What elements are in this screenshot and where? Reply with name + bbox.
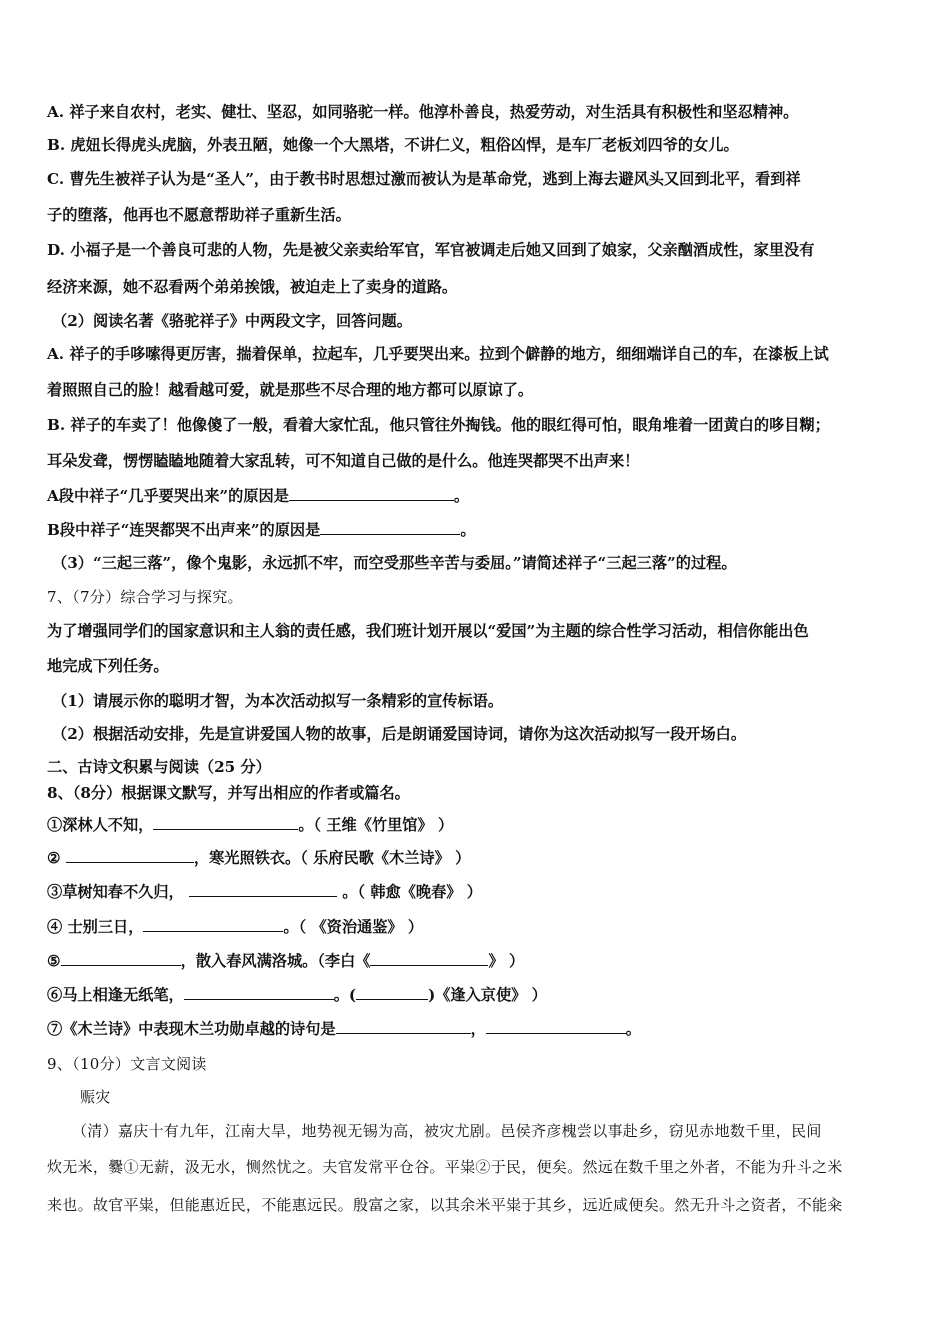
q7-task2: （2）根据活动安排，先是宣讲爱国人物的故事，后是朗诵爱国诗词，请你为这次活动拟写一段开场白。: [52, 725, 747, 743]
q6-part2-b-line1: B. 祥子的车卖了！他像傻了一般，看着大家忙乱，他只管往外掏钱。他的眼红得可怕，眼角堆着一团黄白的哆目糊；: [47, 416, 830, 434]
q8-line7-end: 。: [625, 1020, 641, 1038]
q8-line5: [47, 951, 524, 971]
q6-part2-b-line2: 耳朵发聋，愣愣瞌瞌地随着大家乱转，可不知道自己做的是什么。他连哭都哭不出声来！: [47, 452, 640, 470]
q6-question-b: [47, 520, 476, 540]
q8-line1-source: 。（ 王维《竹里馆》 ）: [298, 816, 454, 834]
answer-blank[interactable]: [153, 815, 298, 830]
q6-question-a-end: 。: [453, 487, 470, 505]
answer-blank[interactable]: [356, 985, 428, 1000]
q6-part2-a-line1: A. 祥子的手哆嗦得更厉害，揣着保单，拉起车，几乎要哭出来。拉到个僻静的地方，细细端详自己的车，在漆板上试: [47, 345, 829, 363]
q8-line4: [47, 917, 423, 937]
q8-title: 8、（8分）根据课文默写，并写出相应的作者或篇名。: [47, 784, 410, 802]
q8-line4-text: ④ 士别三日，: [47, 918, 144, 936]
q6-question-b-text: B段中祥子“连哭都哭不出声来”的原因是: [47, 521, 321, 539]
q8-line3-source: 。（ 韩愈《晚春》 ）: [336, 883, 482, 901]
q6-option-c-line2: 子的堕落，他再也不愿意帮助祥子重新生活。: [47, 206, 351, 224]
answer-blank[interactable]: [143, 917, 283, 932]
q8-line2-text: ②: [47, 849, 66, 867]
q7-intro-line2: 地完成下列任务。: [47, 657, 169, 675]
q8-line1: [47, 815, 453, 835]
q6-part2-intro: （2）阅读名著《骆驼祥子》中两段文字，回答问题。: [52, 312, 412, 330]
section2-heading: 二、古诗文积累与阅读（25 分）: [47, 758, 271, 776]
q7-title: 7、（7分）综合学习与探究。: [47, 588, 243, 606]
q9-passage-line2: 炊无米，爨①无薪，汲无水，恻然忧之。夫官发常平仓谷。平粜②于民，便矣。然远在数千里之外者，不能为升斗之米: [47, 1158, 843, 1176]
q9-title: 9、（10分）文言文阅读: [47, 1055, 207, 1073]
answer-blank[interactable]: [336, 1019, 471, 1034]
q9-passage-line3: 来也。故官平粜，但能惠近民，不能惠远民。殷富之家，以其余米平粜于其乡，远近咸便矣。然无升斗之资者，不能籴: [47, 1196, 843, 1214]
q6-option-b: B. 虎妞长得虎头虎脑，外表丑陋，她像一个大黑塔，不讲仁义，粗俗凶悍，是车厂老板刘四爷的女儿。: [47, 136, 739, 154]
q8-line7-text: ⑦《木兰诗》中表现木兰功勋卓越的诗句是: [47, 1020, 336, 1038]
q8-line6-text: ⑥马上相逢无纸笔，: [47, 986, 184, 1004]
q6-question-a-text: A段中祥子“几乎要哭出来”的原因是: [47, 487, 289, 505]
q9-subtitle: 赈灾: [80, 1088, 111, 1106]
q8-line6: [47, 985, 547, 1005]
q8-line5-end: 》 ）: [488, 952, 525, 970]
answer-blank[interactable]: [184, 985, 334, 1000]
answer-blank[interactable]: [486, 1019, 626, 1034]
q8-line4-source: 。（ 《资治通鉴》 ）: [283, 918, 424, 936]
q6-option-d-line1: D. 小福子是一个善良可悲的人物，先是被父亲卖给军官，军官被调走后她又回到了娘家，父亲酗酒成性，家里没有: [47, 241, 815, 259]
q7-intro-line1: 为了增强同学们的国家意识和主人翁的责任感，我们班计划开展以“爱国”为主题的综合性学习活动，相信你能出色: [47, 622, 809, 640]
q8-line2: [47, 848, 470, 868]
answer-blank[interactable]: [189, 882, 337, 897]
answer-blank[interactable]: [320, 520, 460, 535]
q6-question-a: [47, 486, 469, 506]
q6-question-b-end: 。: [460, 521, 476, 539]
q6-part3: （3）“三起三落”，像个鬼影，永远抓不牢，而空受那些辛苦与委屈。”请简述祥子“三起三落”的过程。: [52, 554, 737, 572]
q8-line7-mid: ，: [470, 1020, 486, 1038]
q6-part2-a-line2: 着照照自己的脸！越看越可爱，就是那些不尽合理的地方都可以原谅了。: [47, 381, 533, 399]
answer-blank[interactable]: [370, 951, 488, 966]
answer-blank[interactable]: [289, 486, 454, 501]
q8-line3: [47, 882, 482, 902]
q8-line7: [47, 1019, 641, 1039]
answer-blank[interactable]: [61, 951, 181, 966]
q8-line3-text: ③草树知春不久归，: [47, 883, 189, 901]
q6-option-a: A. 祥子来自农村，老实、健壮、坚忍，如同骆驼一样。他淳朴善良，热爱劳动，对生活具有积极性和坚忍精神。: [47, 103, 799, 121]
q8-line2-source: ，寒光照铁衣。（ 乐府民歌《木兰诗》 ）: [193, 849, 471, 867]
q8-line5-text: ⑤: [47, 952, 61, 970]
q6-option-d-line2: 经济来源，她不忍看两个弟弟挨饿，被迫走上了卖身的道路。: [47, 278, 458, 296]
q8-line6-end: )《逢入京使》 ）: [428, 986, 547, 1004]
q8-line6-mid: 。(: [333, 986, 357, 1004]
q7-task1: （1）请展示你的聪明才智，为本次活动拟写一条精彩的宣传标语。: [52, 692, 504, 710]
q6-option-c-line1: C. 曹先生被祥子认为是“圣人”，由于教书时思想过激而被认为是革命党，逃到上海去避风头又回到北平，看到祥: [47, 170, 801, 188]
answer-blank[interactable]: [66, 848, 194, 863]
q9-passage-line1: （清）嘉庆十有九年，江南大旱，地势视无锡为高，被灾尤剧。邑侯齐彦槐尝以事赴乡，窃见赤地数千里，民间: [72, 1122, 822, 1140]
q8-line5-mid: ，散入春风满洛城。（李白《: [180, 952, 371, 970]
q8-line1-text: ①深林人不知，: [47, 816, 154, 834]
